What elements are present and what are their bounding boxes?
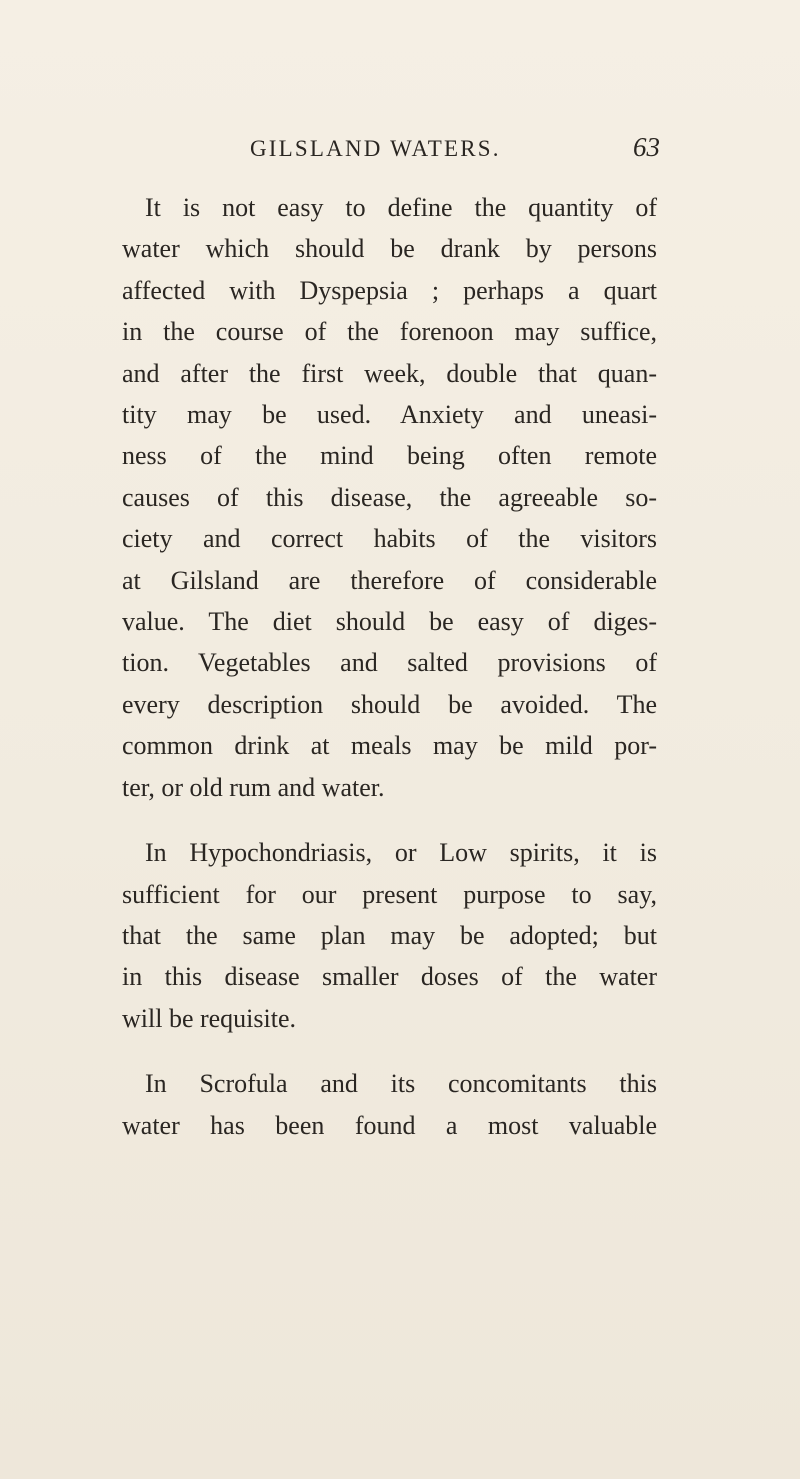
text-line: ter, or old rum and water. [122, 772, 385, 802]
paragraph-gap [122, 808, 657, 832]
text-line: ciety and correct habits of the visitors [122, 524, 657, 554]
paragraph-hypochondriasis [122, 832, 657, 1039]
text-line: water has been found a most valuable [122, 1110, 657, 1140]
text-line: that the same plan may be adopted; but [122, 920, 657, 950]
text-line: tion. Vegetables and salted provisions of [122, 648, 657, 678]
text-line: In Hypochondriasis, or Low spirits, it is [145, 838, 657, 868]
body-text [122, 187, 657, 1146]
text-line: will be requisite. [122, 1003, 297, 1033]
text-line: It is not easy to define the quantity of [145, 193, 657, 222]
text-line: at Gilsland are therefore of considerable [122, 565, 657, 595]
text-line: every description should be avoided. The [122, 689, 657, 719]
page-header [250, 134, 660, 168]
paragraph-scrofula [122, 1063, 657, 1146]
running-head: GILSLAND WATERS. [250, 136, 501, 161]
text-line: tity may be used. Anxiety and uneasi- [122, 400, 657, 430]
text-line: In Scrofula and its concomitants this [145, 1069, 657, 1099]
text-line: in this disease smaller doses of the water [122, 962, 657, 992]
paragraph-dyspepsia [122, 187, 657, 808]
text-line: sufficient for our present purpose to say, [122, 879, 657, 909]
text-line: ness of the mind being often remote [122, 441, 657, 471]
paragraph-gap [122, 1039, 657, 1063]
page-number: 63 [633, 132, 660, 162]
text-line: in the course of the forenoon may suffice, [122, 317, 657, 347]
text-line: water which should be drank by persons [122, 234, 657, 264]
text-line: affected with Dyspepsia ; perhaps a quart [122, 275, 657, 305]
text-line: causes of this disease, the agreeable so- [122, 482, 657, 512]
text-line: value. The diet should be easy of diges- [122, 607, 657, 637]
text-line: common drink at meals may be mild por- [122, 731, 657, 761]
text-line: and after the first week, double that quan- [122, 358, 657, 388]
